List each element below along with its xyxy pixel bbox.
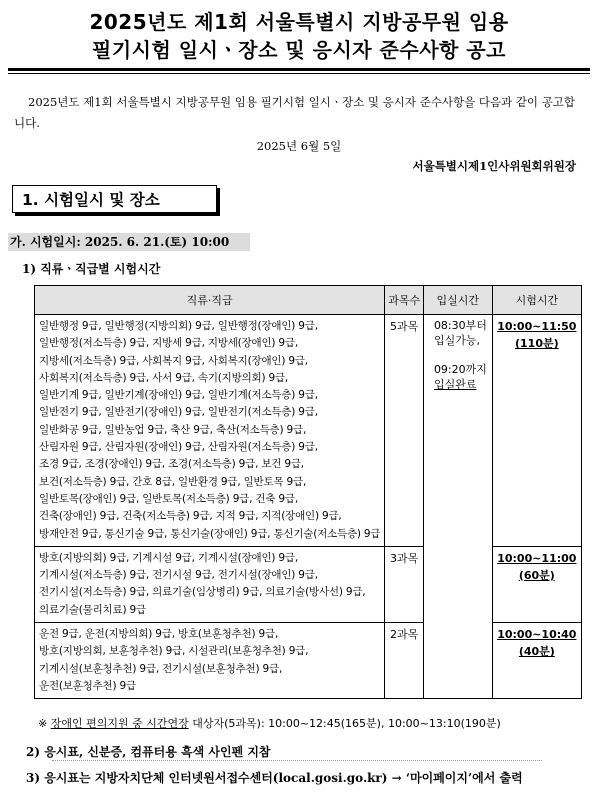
notice-title [0,8,598,64]
header-exam-time: 시험시간 [492,286,581,315]
rank-line: 일반행정 9급, 일반행정(지방의회) 9급, 일반행정(장애인) 9급, [39,320,318,332]
header-rank: 직류·직급 [35,286,385,315]
exam-time: 10:00~11:50 [497,320,577,333]
rank-line: 일반기계 9급, 일반기계(장애인) 9급, 일반기계(저소득층) 9급, [39,389,318,402]
rank-line: 사회복지(저소득층) 9급, 사서 9급, 속기(지방의회) 9급, [39,371,289,384]
header-entry-time: 입실시간 [423,286,492,315]
entry-line-1: 08:30부터 [433,319,487,332]
exam-duration: (110분) [515,337,559,350]
header-subjects: 과목수 [385,286,424,315]
table-row [35,623,582,699]
subject-count: 5과목 [385,315,424,547]
title-line-1: 2025년도 제1회 서울특별시 지방공무원 임용 [89,10,509,34]
announcement-date: 2025년 6월 5일 [256,139,342,153]
intro-text: 2025년도 제1회 서울특별시 지방공무원 임용 필기시험 일시ㆍ장소 및 응시자 준수사항을 다음과 같이 공고합니다. [14,95,576,130]
rank-line: 방호(지방의회, 보훈청추천) 9급, 시설관리(보훈청추천) 9급, [39,645,309,658]
table-row [35,546,582,622]
rank-cell [35,546,385,622]
rank-line: 기계시설(보훈청추천) 9급, 전기시설(보훈청추천) 9급, [39,662,283,675]
subject-count: 2과목 [385,623,424,699]
entry-line-3: 09:20까지 [433,363,487,376]
rank-line: 전기시설(저소득층) 9급, 의료기술(임상병리) 9급, 의료기술(방사선) 9급, [39,586,366,599]
rank-line: 방호(지방의회) 9급, 기계시설 9급, 기계시설(장애인) 9급, [39,551,298,564]
rank-line: 방재안전 9급, 통신기술 9급, 통신기술(장애인) 9급, 통신기술(저소득층) 9급 [39,527,381,540]
rank-line: 지방세(저소득층) 9급, 사회복지 9급, 사회복지(장애인) 9급, [39,354,308,367]
rank-line: 일반행정(저소득층) 9급, 지방세 9급, 지방세(장애인) 9급, [39,337,298,350]
exam-time-cell [492,315,581,547]
section-heading: 1. 시험일시 및 장소 [12,185,217,213]
exam-schedule-table [34,285,582,699]
item-print-ticket: 3) 응시표는 지방자치단체 인터넷원서접수센터(local.gosi.go.kr) → ‘마이페이지’에서 출력 [26,771,523,785]
exam-time-cell [492,623,581,699]
rank-line: 의료기술(물리치료) 9급 [39,603,146,616]
note-rest: 대상자(5과목): 10:00~12:45(165분), 10:00~13:10(190분) [188,717,501,730]
rank-line: 기계시설(저소득층) 9급, 전기시설 9급, 전기시설(장애인) 9급, [39,569,318,582]
rank-line: 일반화공 9급, 일반농업 9급, 축산 9급, 축산(저소득층) 9급, [39,423,307,436]
title-divider-thick [8,68,590,71]
signer: 서울특별시제1인사위원회위원장 [412,159,576,173]
entry-line-2: 입실가능, [433,334,480,347]
note-underlined: 장애인 편의지원 중 시간연장 [50,717,189,730]
rank-cell [35,315,385,547]
rank-list [39,550,380,619]
title-line-2: 필기시험 일시ㆍ장소 및 응시자 준수사항 공고 [92,38,506,62]
subsection-heading: 1) 직류ㆍ직급별 시험시간 [22,262,161,276]
subject-count: 3과목 [385,546,424,622]
exam-date-line: 가. 시험일시: 2025. 6. 21.(토) 10:00 [8,233,250,251]
exam-duration: (40분) [518,645,555,659]
intro-paragraph [14,92,580,134]
rank-line: 운전(보훈청추천) 9급 [39,679,136,692]
rank-line: 운전 9급, 운전(지방의회) 9급, 방호(보훈청추천) 9급, [39,628,279,641]
rank-line: 일반전기 9급, 일반전기(장애인) 9급, 일반전기(저소득층) 9급, [39,406,318,419]
exam-duration: (60분) [518,568,555,582]
rank-cell [35,623,385,699]
title-divider-thin [8,73,590,74]
rank-list [39,626,380,695]
rank-line: 산림자원 9급, 산림자원(장애인) 9급, 산림자원(저소득층) 9급, [39,441,318,454]
entry-time-cell [423,315,492,699]
rank-line: 조경 9급, 조경(장애인) 9급, 조경(저소득층) 9급, 보건 9급, [39,458,304,471]
item-bring-items: 2) 응시표, 신분증, 컴퓨터용 흑색 사인펜 지참 [26,745,271,759]
exam-time: 10:00~10:40 [497,628,577,642]
rank-line: 건축(장애인) 9급, 건축(저소득층) 9급, 지적 9급, 지적(장애인) 9급, [39,510,342,523]
exam-time: 10:00~11:00 [497,551,577,565]
note-prefix: ※ [38,717,51,730]
rank-line: 보건(저소득층) 9급, 간호 8급, 일반환경 9급, 일반토목 9급, [39,475,307,488]
entry-line-4: 입실완료 [433,378,477,391]
dotted-divider [52,760,542,761]
exam-time-cell [492,546,581,622]
table-header-row [35,286,582,315]
table-row [35,315,582,547]
extension-note [38,715,501,731]
rank-list [39,318,380,543]
rank-line: 일반토목(장애인) 9급, 일반토목(저소득층) 9급, 건축 9급, [39,492,298,505]
